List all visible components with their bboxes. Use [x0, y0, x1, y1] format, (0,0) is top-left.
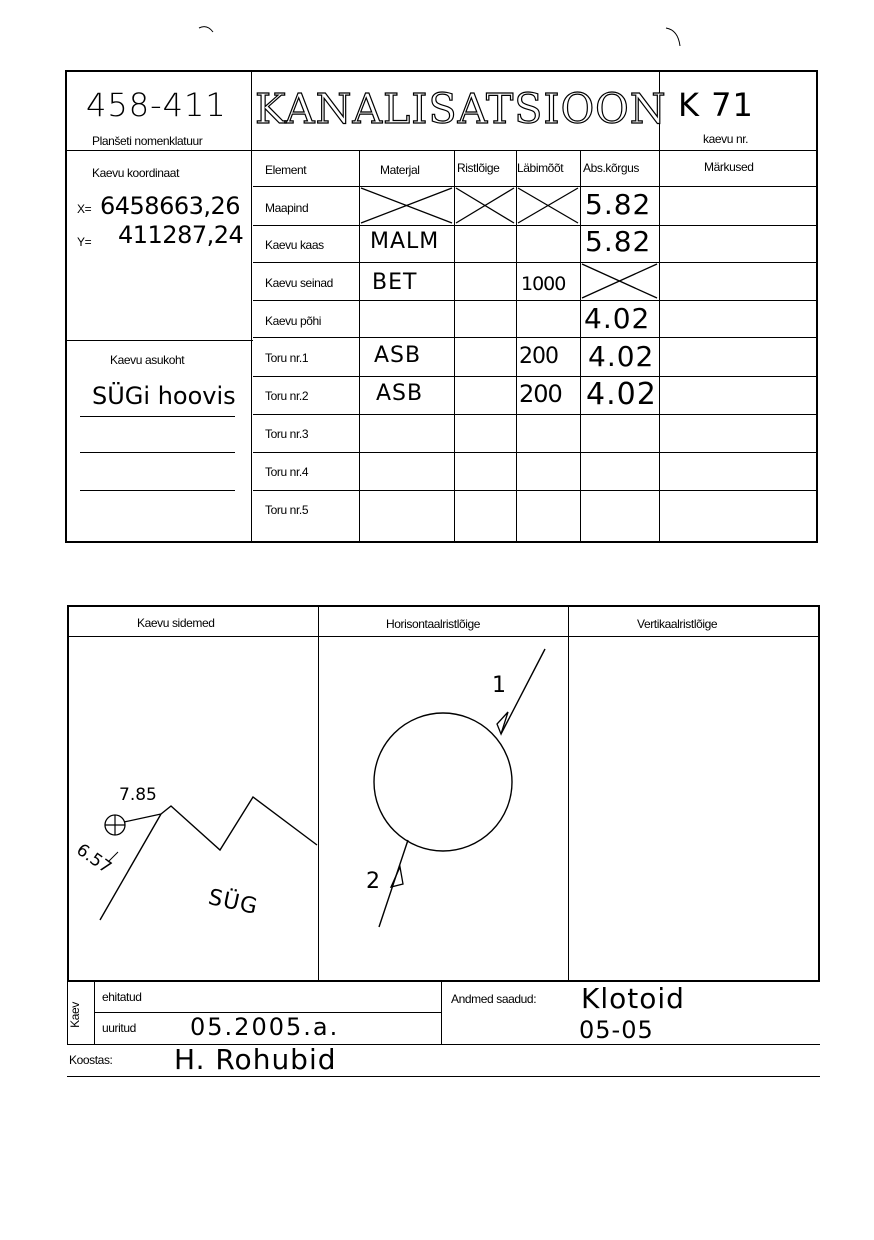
divider: [65, 150, 818, 151]
y-coordinate-value: 411287,24: [118, 221, 244, 249]
row-element-label: Toru nr.5: [265, 503, 309, 517]
table-rule: [253, 376, 818, 377]
table-rule: [253, 414, 818, 415]
well-circle: [374, 713, 512, 851]
column-header: Element: [265, 163, 307, 177]
cell-height: 5.82: [585, 188, 652, 221]
sketch-col-label: Horisontaalristlõige: [386, 617, 481, 631]
well-number-label: kaevu nr.: [703, 132, 749, 146]
building-sketch: [68, 637, 318, 967]
divider: [251, 70, 252, 543]
horizontal-cross-section: [319, 637, 569, 977]
well-number-value: K 71: [678, 86, 754, 124]
built-label: ehitatud: [102, 990, 142, 1004]
side-label: Kaev: [67, 1002, 82, 1028]
arrow-icon: [391, 867, 403, 887]
y-prefix: Y=: [77, 235, 92, 249]
table-rule: [253, 337, 818, 338]
cell-material: BET: [372, 270, 418, 295]
pipe-label: 2: [366, 869, 381, 894]
row-element-label: Toru nr.2: [265, 389, 309, 403]
cell-diameter: 200: [519, 344, 558, 369]
location-line: [80, 452, 235, 453]
sketch-col-label: Vertikaalristlõige: [637, 617, 718, 631]
table-rule: [253, 490, 818, 491]
x-coordinate-value: 6458663,26: [100, 192, 241, 220]
row-element-label: Kaevu kaas: [265, 238, 324, 252]
surveyed-value: 05.2005.a.: [190, 1013, 340, 1041]
table-rule: [253, 452, 818, 453]
site-label: SÜG: [205, 885, 261, 920]
row-element-label: Kaevu põhi: [265, 314, 322, 328]
divider: [441, 980, 442, 1044]
dimension-label: 6.57: [72, 840, 116, 879]
column-header: Märkused: [704, 160, 754, 174]
dimension-label: 7.85: [119, 785, 157, 805]
data-from-label: Andmed saadud:: [451, 992, 537, 1006]
table-rule: [253, 262, 818, 263]
row-element-label: Kaevu seinad: [265, 276, 333, 290]
nomenclature-value: 458-411: [86, 86, 227, 124]
cell-height: 4.02: [586, 377, 657, 412]
data-date: 05-05: [579, 1016, 654, 1044]
crossed-cell: [359, 186, 454, 225]
cell-material: ASB: [374, 343, 422, 368]
x-prefix: X=: [77, 202, 92, 216]
location-value: SÜGi hoovis: [92, 382, 236, 410]
location-line: [80, 416, 235, 417]
coordinates-label: Kaevu koordinaat: [92, 166, 179, 180]
punch-mark-left: [197, 24, 217, 44]
column-header: Abs.kõrgus: [583, 161, 640, 175]
data-from-value: Klotoid: [581, 982, 685, 1015]
pipe-label: 1: [492, 673, 507, 698]
crossed-cell: [580, 262, 659, 300]
compiled-value: H. Rohubid: [174, 1043, 337, 1076]
column-header: Ristlõige: [457, 161, 500, 175]
cell-height: 5.82: [585, 225, 652, 258]
surveyed-label: uuritud: [102, 1021, 136, 1035]
location-line: [80, 490, 235, 491]
crossed-cell: [516, 186, 580, 225]
row-element-label: Maapind: [265, 201, 309, 215]
divider: [65, 340, 253, 341]
crossed-cell: [454, 186, 516, 225]
cell-material: ASB: [376, 381, 424, 406]
column-header: Läbimõõt: [517, 161, 564, 175]
cell-height: 4.02: [588, 340, 655, 373]
nomenclature-label: Planšeti nomenklatuur: [92, 134, 203, 148]
row-element-label: Toru nr.4: [265, 465, 309, 479]
sketch-col-label: Kaevu sidemed: [137, 616, 215, 630]
row-element-label: Toru nr.3: [265, 427, 309, 441]
table-rule: [580, 150, 581, 543]
cell-diameter: 1000: [521, 273, 566, 295]
location-label: Kaevu asukoht: [110, 353, 185, 367]
punch-mark-right: [664, 24, 684, 54]
column-header: Materjal: [380, 163, 420, 177]
table-rule: [253, 300, 818, 301]
table-rule: [253, 225, 818, 226]
cell-material: MALM: [370, 229, 440, 254]
cell-height: 4.02: [584, 302, 651, 335]
page-title: KANALISATSIOON: [255, 85, 667, 133]
compiled-label: Koostas:: [69, 1053, 113, 1067]
table-rule: [659, 150, 660, 543]
divider: [67, 1076, 820, 1077]
row-element-label: Toru nr.1: [265, 351, 309, 365]
cell-diameter: 200: [519, 380, 562, 408]
